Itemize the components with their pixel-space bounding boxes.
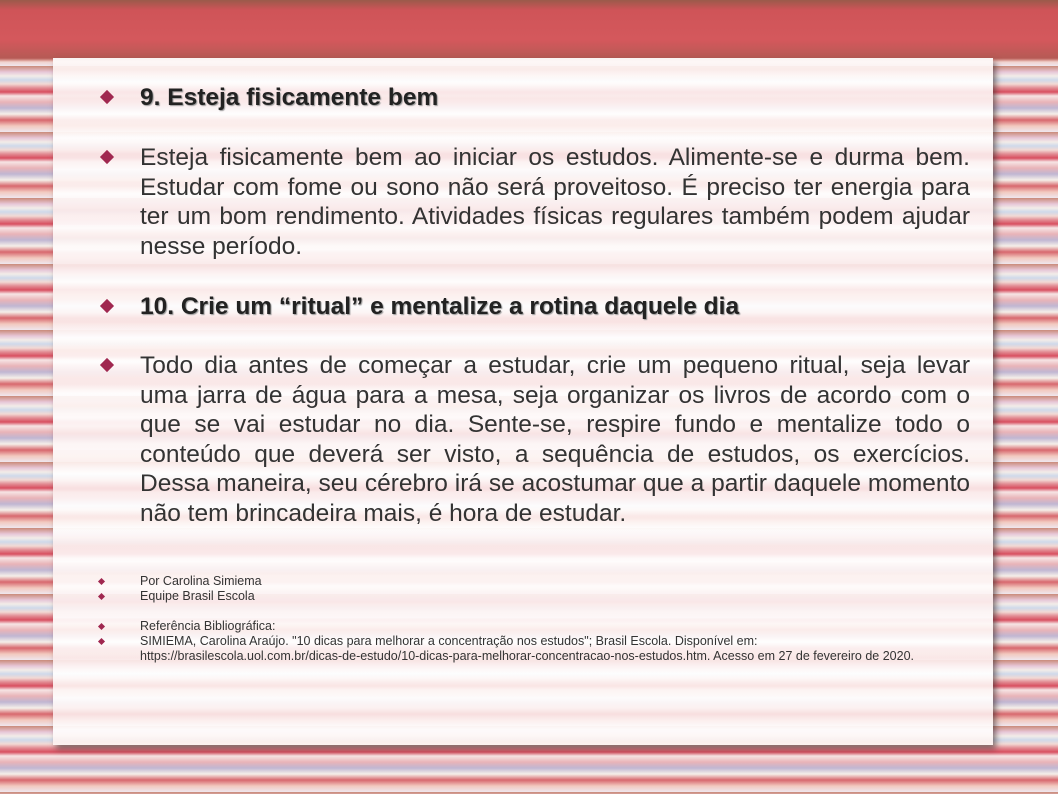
diamond-bullet-icon <box>98 578 105 585</box>
heading-9: 9. Esteja fisicamente bem <box>140 84 439 111</box>
diamond-bullet-icon <box>100 90 114 104</box>
reference-label-item <box>140 619 970 634</box>
author: Por Carolina Simiema <box>140 574 262 588</box>
diamond-bullet-icon <box>100 150 114 164</box>
heading-10: 10. Crie um “ritual” e mentalize a rotina daquele dia <box>140 293 740 320</box>
diamond-bullet-icon <box>98 623 105 630</box>
diamond-bullet-icon <box>100 299 114 313</box>
reference-label: Referência Bibliográfica: <box>140 619 276 633</box>
paragraph-item-10 <box>140 351 970 529</box>
paragraph-item-9 <box>140 143 970 261</box>
diamond-bullet-icon <box>100 358 114 372</box>
heading-item-10 <box>140 292 970 322</box>
reference-line-1: SIMIEMA, Carolina Araújo. "10 dicas para melhorar a concentração nos estudos"; Brasil Escola. Disponível em: <box>140 634 758 648</box>
diamond-bullet-icon <box>98 593 105 600</box>
author-item <box>140 574 970 589</box>
team-item <box>140 589 970 604</box>
reference-item <box>140 634 980 664</box>
body-9: Esteja fisicamente bem ao iniciar os estudos. Alimente-se e durma bem. Estudar com fome ou sono não será proveitoso. É preciso ter energia para ter um bom rendimento. Atividades físicas regulares também podem ajudar nesse período. <box>140 144 970 260</box>
reference-line-2: https://brasilescola.uol.com.br/dicas-de-estudo/10-dicas-para-melhorar-concentracao-nos-estudos.htm. Acesso em 27 de fevereiro de 2020. <box>140 649 915 663</box>
body-10: Todo dia antes de começar a estudar, crie um pequeno ritual, seja levar uma jarra de água para a mesa, seja organizar os livros de acordo com o que se vai estudar no dia. Sente-se, respire fundo e mentalize todo o conteúdo que deverá ser visto, a sequência de estudos, os exercícios. Dessa maneira, seu cérebro irá se acostumar que a partir daquele momento não tem brincadeira mais, é hora de estudar. <box>140 352 970 527</box>
slide-content-panel <box>53 58 993 745</box>
team: Equipe Brasil Escola <box>140 589 255 603</box>
diamond-bullet-icon <box>98 638 105 645</box>
heading-item-9 <box>140 83 970 113</box>
